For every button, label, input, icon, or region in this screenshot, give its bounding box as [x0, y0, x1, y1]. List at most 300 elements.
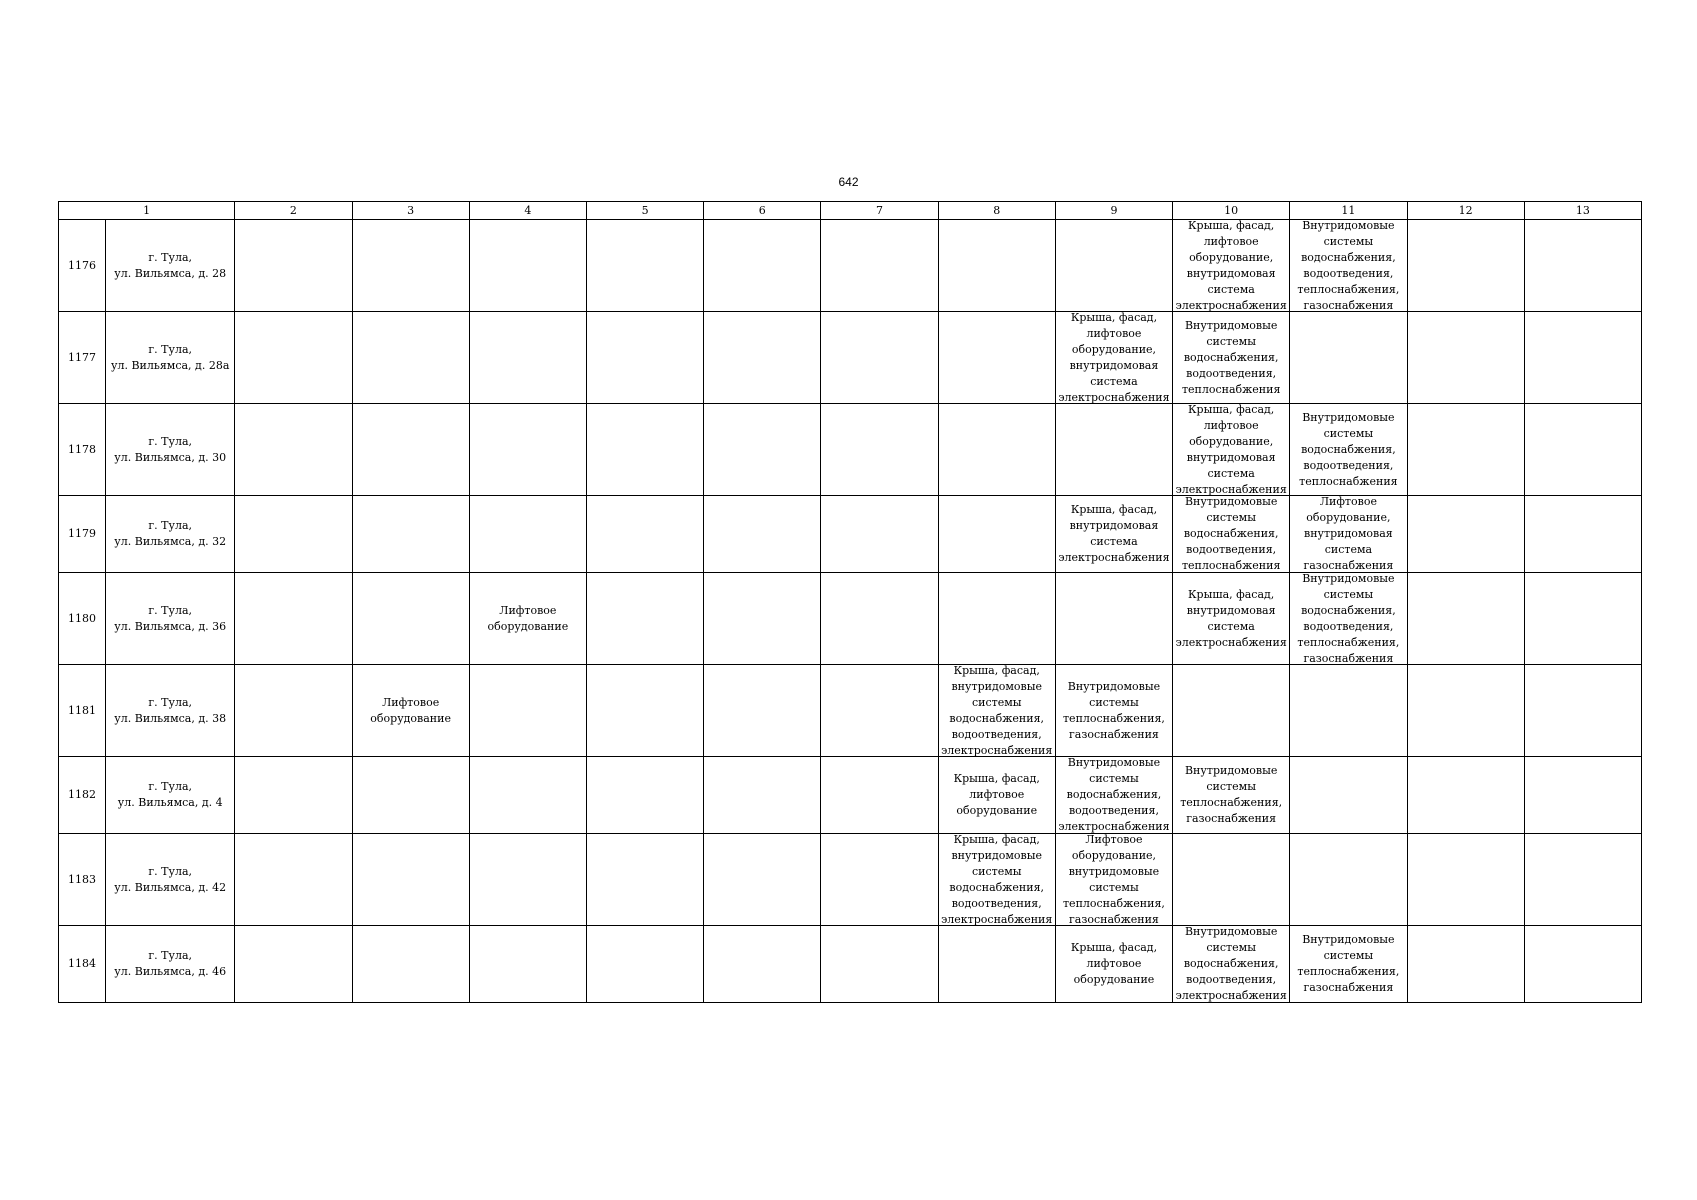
col-8-cell-content [939, 834, 1055, 925]
address-cell-content [106, 926, 234, 1002]
col-2-cell [235, 573, 352, 665]
cell-line: оборудование, [1189, 434, 1274, 448]
table-row [59, 757, 1642, 834]
cell-line: системы [1206, 334, 1256, 348]
cell-line: газоснабжения [1303, 981, 1394, 994]
cell-line: Крыша, фасад, [1188, 587, 1275, 601]
header-col-8: 8 [938, 202, 1055, 220]
header-col-4: 4 [469, 202, 586, 220]
col-12-cell [1407, 926, 1524, 1003]
col-11-cell [1290, 573, 1407, 665]
col-2-cell [235, 220, 352, 312]
address-cell-content [106, 573, 234, 664]
col-8-cell-content [939, 573, 1055, 664]
col-12-cell [1407, 220, 1524, 312]
col-8-cell-content [939, 220, 1055, 311]
col-11-cell-content [1290, 220, 1406, 311]
col-8-cell-content [939, 404, 1055, 495]
col-4-cell [469, 220, 586, 312]
cell-line: Внутридомовые [1067, 679, 1161, 693]
table-row [59, 220, 1642, 312]
col-7-cell-content [821, 496, 937, 572]
row-number: 1180 [59, 573, 106, 665]
cell-line: Крыша, фасад, [1188, 404, 1275, 416]
cell-line: Внутридомовые [1067, 757, 1161, 769]
col-11-cell [1290, 665, 1407, 757]
col-3-cell [352, 665, 469, 757]
header-col-10: 10 [1173, 202, 1290, 220]
col-12-cell-content [1408, 757, 1524, 833]
col-13-cell [1524, 573, 1641, 665]
col-13-cell-content [1525, 496, 1641, 572]
col-13-cell [1524, 926, 1641, 1003]
cell-line: ул. Вильямса, д. 28а [111, 358, 230, 372]
cell-line: лифтовое [1203, 418, 1259, 432]
cell-line: теплоснабжения [1181, 559, 1281, 572]
cell-line: системы [1323, 426, 1374, 440]
cell-line: системы [1206, 941, 1256, 954]
address-cell [106, 312, 235, 404]
header-col-2: 2 [235, 202, 352, 220]
cell-line: ул. Вильямса, д. 32 [114, 535, 227, 548]
cell-line: система [1207, 466, 1255, 480]
cell-line: внутридомовая [1186, 266, 1276, 280]
address-cell [106, 404, 235, 496]
cell-line: г. Тула, [148, 603, 192, 617]
col-3-cell-content [353, 757, 469, 833]
col-9-cell-content [1056, 926, 1172, 1002]
col-3-cell-content [353, 404, 469, 495]
col-10-cell-content [1173, 834, 1289, 925]
col-6-cell [704, 926, 821, 1003]
cell-line: Внутридомовые [1184, 764, 1278, 777]
col-10-cell-content [1173, 573, 1289, 664]
col-6-cell [704, 834, 821, 926]
col-9-cell-content [1056, 312, 1172, 403]
cell-line: водоотведения, [1303, 266, 1394, 280]
address-cell-content [106, 312, 234, 403]
cell-line: теплоснабжения, [1180, 796, 1283, 809]
col-4-cell [469, 757, 586, 834]
col-8-cell [938, 834, 1055, 926]
col-6-cell [704, 496, 821, 573]
col-10-cell [1173, 757, 1290, 834]
col-7-cell-content [821, 757, 937, 833]
col-4-cell [469, 496, 586, 573]
cell-line: водоснабжения, [1183, 957, 1279, 970]
cell-line: газоснабжения [1069, 912, 1159, 925]
col-10-cell [1173, 926, 1290, 1003]
col-9-cell [1055, 573, 1172, 665]
col-2-cell-content [235, 665, 351, 756]
col-11-cell-content [1290, 496, 1406, 572]
col-11-cell [1290, 312, 1407, 404]
cell-line: г. Тула, [148, 695, 192, 709]
col-2-cell [235, 312, 352, 404]
table-row [59, 665, 1642, 757]
cell-line: система [1324, 543, 1373, 556]
col-13-cell [1524, 404, 1641, 496]
col-3-cell [352, 757, 469, 834]
col-10-cell [1173, 496, 1290, 573]
col-7-cell-content [821, 834, 937, 925]
col-13-cell [1524, 220, 1641, 312]
col-4-cell-content [470, 496, 586, 572]
col-12-cell-content [1408, 834, 1524, 925]
col-3-cell [352, 220, 469, 312]
cell-line: системы [1089, 695, 1139, 709]
cell-line: водоснабжения, [1301, 603, 1396, 617]
cell-line: ул. Вильямса, д. 36 [114, 619, 227, 633]
cell-line: водоотведения, [1186, 973, 1277, 986]
cell-line: внутридомовая [1069, 358, 1159, 372]
col-10-cell-content [1173, 926, 1289, 1002]
col-3-cell-content [353, 312, 469, 403]
col-10-cell-content [1173, 665, 1289, 756]
col-10-cell-content [1173, 312, 1289, 403]
cell-line: Внутридомовые [1184, 926, 1278, 938]
col-13-cell [1524, 834, 1641, 926]
col-11-cell [1290, 496, 1407, 573]
col-3-cell [352, 573, 469, 665]
cell-line: электроснабжения [1058, 820, 1170, 833]
cell-line: оборудование [956, 804, 1038, 817]
cell-line: оборудование, [1189, 250, 1274, 264]
col-9-cell-content [1056, 220, 1172, 311]
cell-line: водоснабжения, [1301, 442, 1396, 456]
col-7-cell-content [821, 665, 937, 756]
col-5-cell-content [587, 926, 703, 1002]
col-3-cell-content [353, 220, 469, 311]
col-11-cell-content [1290, 757, 1406, 833]
cell-line: системы [971, 864, 1022, 878]
cell-line: водоснабжения, [1183, 350, 1279, 364]
col-12-cell [1407, 834, 1524, 926]
cell-line: Крыша, фасад, [953, 665, 1040, 677]
col-5-cell-content [587, 757, 703, 833]
col-7-cell [821, 665, 938, 757]
col-3-cell [352, 496, 469, 573]
cell-line: система [1207, 282, 1255, 296]
header-col-12: 12 [1407, 202, 1524, 220]
col-11-cell [1290, 926, 1407, 1003]
table-row [59, 834, 1642, 926]
col-5-cell-content [587, 665, 703, 756]
col-8-cell-content [939, 312, 1055, 403]
col-5-cell-content [587, 312, 703, 403]
header-col-3: 3 [352, 202, 469, 220]
col-5-cell [586, 926, 703, 1003]
col-7-cell-content [821, 926, 937, 1002]
col-2-cell-content [235, 404, 351, 495]
cell-line: Внутридомовые [1184, 496, 1278, 508]
page-number: 642 [838, 175, 859, 189]
row-number: 1179 [59, 496, 106, 573]
col-5-cell-content [587, 496, 703, 572]
table-row [59, 573, 1642, 665]
col-13-cell-content [1525, 665, 1641, 756]
col-9-cell-content [1056, 573, 1172, 664]
cell-line: теплоснабжения, [1062, 896, 1165, 910]
col-6-cell-content [704, 757, 820, 833]
address-cell-content [106, 665, 234, 756]
cell-line: система [1207, 619, 1255, 633]
col-13-cell [1524, 665, 1641, 757]
col-2-cell [235, 496, 352, 573]
cell-line: системы [1323, 234, 1374, 248]
col-3-cell-content [353, 834, 469, 925]
cell-line: внутридомовая [1186, 450, 1276, 464]
cell-line: г. Тула, [148, 949, 192, 962]
col-8-cell [938, 496, 1055, 573]
address-cell [106, 496, 235, 573]
col-4-cell [469, 312, 586, 404]
col-7-cell [821, 757, 938, 834]
col-8-cell [938, 220, 1055, 312]
cell-line: системы [1089, 880, 1139, 894]
cell-line: Лифтовое [1085, 834, 1143, 846]
col-4-cell-content [470, 220, 586, 311]
col-2-cell-content [235, 312, 351, 403]
col-5-cell [586, 404, 703, 496]
address-cell-content [106, 834, 234, 925]
cell-line: системы [1323, 587, 1374, 601]
col-7-cell-content [821, 312, 937, 403]
cell-line: газоснабжения [1303, 559, 1394, 572]
col-2-cell-content [235, 220, 351, 311]
col-13-cell [1524, 312, 1641, 404]
cell-line: оборудование, [1306, 511, 1391, 524]
header-row [59, 202, 1642, 220]
cell-line: Лифтовое [382, 695, 440, 709]
col-6-cell-content [704, 834, 820, 925]
col-11-cell-content [1290, 926, 1406, 1002]
cell-line: Крыша, фасад, [1070, 312, 1158, 324]
col-5-cell [586, 757, 703, 834]
col-9-cell-content [1056, 665, 1172, 756]
row-number: 1178 [59, 404, 106, 496]
cell-line: водоотведения, [1186, 543, 1277, 556]
cell-line: оборудование [487, 619, 569, 633]
col-7-cell [821, 404, 938, 496]
cell-line: водоснабжения, [949, 880, 1045, 894]
cell-line: лифтовое [1203, 234, 1259, 248]
col-9-cell [1055, 404, 1172, 496]
cell-line: система [1090, 374, 1138, 388]
cell-line: г. Тула, [148, 342, 192, 356]
col-4-cell-content [470, 573, 586, 664]
cell-line: оборудование [1073, 973, 1155, 986]
cell-line: ул. Вильямса, д. 46 [114, 965, 227, 978]
col-9-cell-content [1056, 757, 1172, 833]
col-5-cell [586, 573, 703, 665]
col-8-cell-content [939, 757, 1055, 833]
col-6-cell [704, 665, 821, 757]
col-10-cell [1173, 834, 1290, 926]
cell-line: электроснабжения [1175, 298, 1287, 311]
col-2-cell-content [235, 834, 351, 925]
col-3-cell [352, 834, 469, 926]
col-7-cell [821, 496, 938, 573]
col-9-cell [1055, 496, 1172, 573]
col-3-cell-content [353, 665, 469, 756]
cell-line: лифтовое [969, 788, 1025, 801]
cell-line: водоотведения, [1303, 458, 1394, 472]
col-5-cell [586, 496, 703, 573]
col-11-cell-content [1290, 312, 1406, 403]
col-7-cell-content [821, 220, 937, 311]
cell-line: Внутридомовые [1302, 573, 1395, 585]
col-5-cell-content [587, 220, 703, 311]
col-6-cell [704, 404, 821, 496]
col-2-cell [235, 757, 352, 834]
col-6-cell-content [704, 496, 820, 572]
col-8-cell-content [939, 496, 1055, 572]
cell-line: Внутридомовые [1302, 220, 1395, 232]
col-9-cell [1055, 312, 1172, 404]
col-12-cell-content [1408, 496, 1524, 572]
cell-line: Внутридомовые [1184, 318, 1278, 332]
cell-line: системы [1323, 949, 1374, 962]
col-11-cell [1290, 834, 1407, 926]
address-cell-content [106, 220, 234, 311]
cell-line: системы [1089, 772, 1139, 785]
cell-line: Внутридомовые [1302, 410, 1395, 424]
cell-line: водоотведения, [1186, 366, 1277, 380]
col-7-cell [821, 220, 938, 312]
col-8-cell-content [939, 926, 1055, 1002]
cell-line: г. Тула, [148, 250, 192, 264]
col-13-cell [1524, 496, 1641, 573]
cell-line: электроснабжения [941, 743, 1053, 756]
col-6-cell-content [704, 404, 820, 495]
cell-line: г. Тула, [148, 434, 192, 448]
col-12-cell-content [1408, 220, 1524, 311]
cell-line: водоснабжения, [1066, 788, 1162, 801]
cell-line: ул. Вильямса, д. 28 [114, 266, 227, 280]
col-6-cell-content [704, 665, 820, 756]
col-9-cell [1055, 757, 1172, 834]
col-8-cell-content [939, 665, 1055, 756]
col-5-cell-content [587, 834, 703, 925]
cell-line: лифтовое [1086, 957, 1142, 970]
col-4-cell [469, 665, 586, 757]
col-9-cell-content [1056, 496, 1172, 572]
col-5-cell-content [587, 573, 703, 664]
col-8-cell [938, 573, 1055, 665]
cell-line: водоснабжения, [1183, 527, 1279, 540]
row-number: 1176 [59, 220, 106, 312]
cell-line: водоснабжения, [949, 711, 1045, 725]
col-10-cell [1173, 220, 1290, 312]
cell-line: газоснабжения [1069, 727, 1159, 741]
col-9-cell [1055, 834, 1172, 926]
col-13-cell [1524, 757, 1641, 834]
col-8-cell [938, 404, 1055, 496]
col-13-cell-content [1525, 834, 1641, 925]
col-4-cell-content [470, 665, 586, 756]
col-12-cell-content [1408, 926, 1524, 1002]
header-col-1: 1 [59, 202, 235, 220]
col-3-cell-content [353, 496, 469, 572]
row-number: 1181 [59, 665, 106, 757]
col-3-cell-content [353, 926, 469, 1002]
cell-line: оборудование [370, 711, 451, 725]
col-5-cell [586, 665, 703, 757]
col-2-cell-content [235, 496, 351, 572]
cell-line: Крыша, фасад, [1070, 503, 1158, 516]
col-12-cell-content [1408, 573, 1524, 664]
row-number: 1177 [59, 312, 106, 404]
cell-line: электроснабжения [1058, 390, 1170, 403]
col-7-cell [821, 573, 938, 665]
address-cell-content [106, 496, 234, 572]
cell-line: Крыша, фасад, [1188, 220, 1275, 232]
cell-line: Внутридомовые [1302, 933, 1395, 946]
col-6-cell-content [704, 220, 820, 311]
cell-line: Крыша, фасад, [953, 772, 1040, 785]
col-3-cell [352, 926, 469, 1003]
cell-line: г. Тула, [148, 519, 192, 532]
col-9-cell [1055, 926, 1172, 1003]
col-2-cell [235, 404, 352, 496]
col-11-cell-content [1290, 404, 1406, 495]
col-12-cell [1407, 573, 1524, 665]
cell-line: ул. Вильямса, д. 4 [117, 796, 223, 809]
cell-line: система [1090, 535, 1138, 548]
cell-line: внутридомовая [1304, 527, 1393, 540]
address-cell [106, 220, 235, 312]
col-4-cell-content [470, 312, 586, 403]
cell-line: системы [1206, 511, 1256, 524]
cell-line: лифтовое [1086, 326, 1142, 340]
row-number: 1184 [59, 926, 106, 1003]
col-13-cell-content [1525, 926, 1641, 1002]
col-3-cell [352, 312, 469, 404]
cell-line: теплоснабжения, [1297, 635, 1400, 649]
cell-line: внутридомовая [1186, 603, 1276, 617]
row-number: 1183 [59, 834, 106, 926]
col-6-cell [704, 220, 821, 312]
cell-line: внутридомовые [951, 679, 1042, 693]
col-5-cell [586, 312, 703, 404]
col-2-cell-content [235, 926, 351, 1002]
col-12-cell [1407, 665, 1524, 757]
col-11-cell-content [1290, 834, 1406, 925]
col-7-cell-content [821, 404, 937, 495]
col-9-cell-content [1056, 404, 1172, 495]
cell-line: оборудование, [1071, 848, 1157, 862]
col-13-cell-content [1525, 757, 1641, 833]
col-11-cell-content [1290, 573, 1406, 664]
col-10-cell-content [1173, 404, 1289, 495]
col-12-cell-content [1408, 404, 1524, 495]
col-11-cell-content [1290, 665, 1406, 756]
cell-line: Крыша, фасад, [1070, 941, 1158, 954]
col-4-cell-content [470, 834, 586, 925]
table-row [59, 312, 1642, 404]
col-12-cell [1407, 496, 1524, 573]
col-6-cell-content [704, 573, 820, 664]
col-10-cell-content [1173, 757, 1289, 833]
col-7-cell [821, 926, 938, 1003]
col-12-cell [1407, 757, 1524, 834]
col-2-cell-content [235, 573, 351, 664]
col-4-cell-content [470, 926, 586, 1002]
cell-line: ул. Вильямса, д. 30 [114, 450, 227, 464]
cell-line: электроснабжения [1175, 482, 1287, 495]
cell-line: теплоснабжения [1299, 474, 1398, 488]
